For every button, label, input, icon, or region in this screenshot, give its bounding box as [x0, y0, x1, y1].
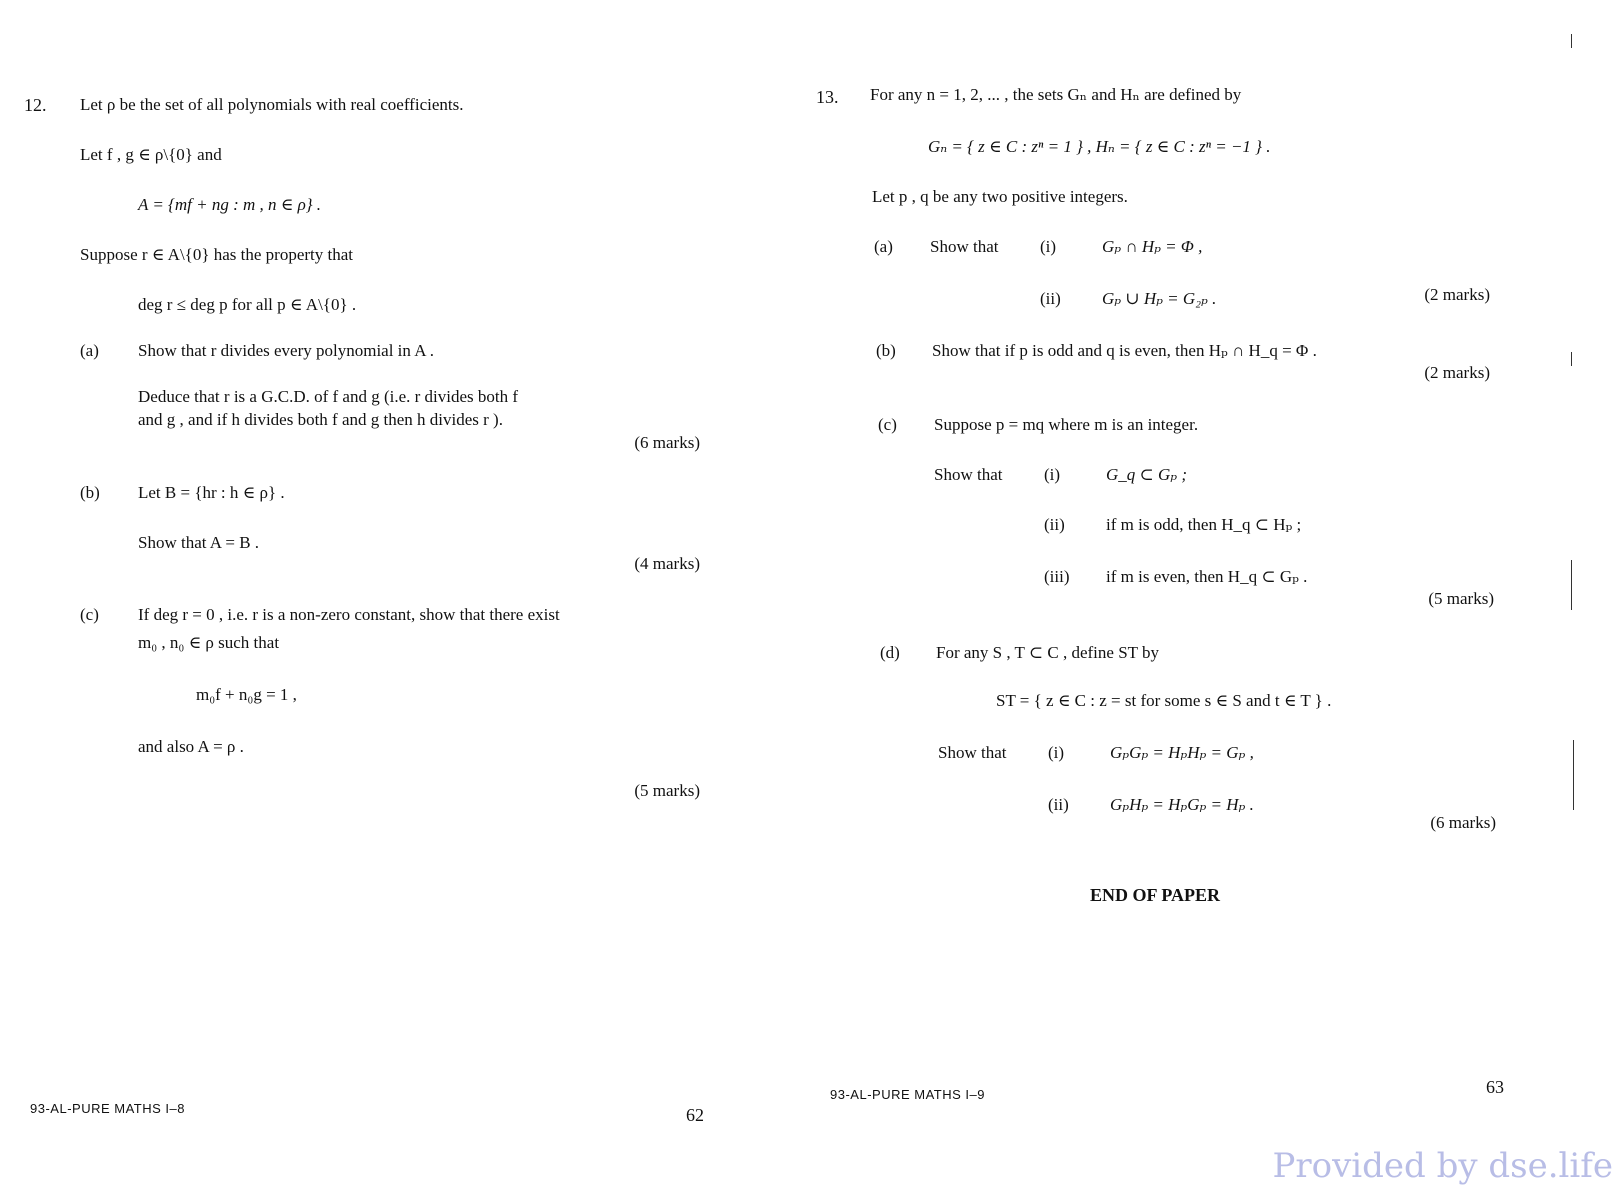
q13-part-a-i-expr: Gₚ ∩ Hₚ = Φ ,	[1102, 237, 1203, 256]
part-a-line2: Deduce that r is a G.C.D. of f and g (i.e. r divides both f	[138, 387, 519, 406]
part-a-line1: Show that r divides every polynomial in A .	[138, 341, 435, 360]
watermark: Provided by dse.life	[1272, 1146, 1613, 1186]
question-12-deg-condition: deg r ≤ deg p for all p ∈ A\{0} .	[138, 295, 357, 314]
scan-edge-mark	[1573, 740, 1574, 810]
part-b-label: (b)	[80, 483, 100, 502]
question-12-intro: Let ρ be the set of all polynomials with real coefficients.	[80, 95, 464, 114]
q13-part-d-definition: ST = { z ∈ C : z = st for some s ∈ S and t ∈ T } .	[996, 691, 1332, 710]
part-c-line2: m₀ , n₀ ∈ ρ such that	[138, 633, 280, 652]
q13-part-d-line1: For any S , T ⊂ C , define ST by	[936, 643, 1159, 662]
question-12-suppose: Suppose r ∈ A\{0} has the property that	[80, 245, 354, 264]
question-13-definitions: Gₙ = { z ∈ C : zⁿ = 1 } , Hₙ = { z ∈ C : zⁿ = −1 } .	[928, 137, 1271, 156]
q13-part-c-iii-expr: if m is even, then H_q ⊂ Gₚ .	[1106, 567, 1308, 586]
question-13-number: 13.	[816, 87, 839, 107]
q13-part-a-ii-expr: Gₚ ∪ Hₚ = G₂ₚ .	[1102, 289, 1217, 308]
part-b-marks: (4 marks)	[634, 554, 700, 573]
right-page	[800, 0, 1621, 1200]
part-c-equation: m₀f + n₀g = 1 ,	[196, 685, 297, 704]
q13-part-a-i-label: (i)	[1040, 237, 1057, 256]
scan-edge-mark	[1571, 352, 1572, 366]
left-page-number: 62	[686, 1105, 704, 1125]
part-c-marks: (5 marks)	[634, 781, 700, 800]
question-12-number: 12.	[24, 95, 47, 115]
right-page-number: 63	[1486, 1077, 1504, 1097]
scan-edge-mark	[1571, 34, 1572, 48]
q13-part-d-ii-label: (ii)	[1048, 795, 1069, 814]
q13-part-c-ii-label: (ii)	[1044, 515, 1065, 534]
q13-part-c-iii-label: (iii)	[1044, 567, 1070, 586]
q13-part-c-line1: Suppose p = mq where m is an integer.	[934, 415, 1199, 434]
q13-part-d-i-label: (i)	[1048, 743, 1065, 762]
q13-part-c-i-expr: G_q ⊂ Gₚ ;	[1106, 465, 1188, 484]
q13-part-d-i-expr: GₚGₚ = HₚHₚ = Gₚ ,	[1110, 743, 1254, 762]
left-page	[0, 0, 800, 1200]
q13-part-b-marks: (2 marks)	[1424, 363, 1490, 382]
q13-part-d-show: Show that	[938, 743, 1007, 762]
q13-part-b-line1: Show that if p is odd and q is even, then Hₚ ∩ H_q = Φ .	[932, 341, 1317, 360]
end-of-paper: END OF PAPER	[1090, 885, 1220, 905]
question-12-let-fg: Let f , g ∈ ρ\{0} and	[80, 145, 222, 164]
q13-part-a-marks: (2 marks)	[1424, 285, 1490, 304]
question-13-let-pq: Let p , q be any two positive integers.	[872, 187, 1128, 206]
left-footer-code: 93-AL-PURE MATHS I–8	[30, 1101, 185, 1116]
part-a-marks: (6 marks)	[634, 433, 700, 452]
part-a-line3: and g , and if h divides both f and g then h divides r ).	[138, 410, 503, 429]
q13-part-b-label: (b)	[876, 341, 896, 360]
q13-part-a-label: (a)	[874, 237, 893, 256]
right-footer-code: 93-AL-PURE MATHS I–9	[830, 1087, 985, 1102]
part-b-line1: Let B = {hr : h ∈ ρ} .	[138, 483, 285, 502]
part-c-line3: and also A = ρ .	[138, 737, 244, 756]
q13-part-c-ii-expr: if m is odd, then H_q ⊂ Hₚ ;	[1106, 515, 1302, 534]
q13-part-a-show: Show that	[930, 237, 999, 256]
q13-part-d-label: (d)	[880, 643, 900, 662]
q13-part-d-ii-expr: GₚHₚ = HₚGₚ = Hₚ .	[1110, 795, 1254, 814]
question-12-def-a: A = {mf + ng : m , n ∈ ρ} .	[138, 195, 322, 214]
q13-part-c-i-label: (i)	[1044, 465, 1061, 484]
part-c-label: (c)	[80, 605, 99, 624]
q13-part-d-marks: (6 marks)	[1430, 813, 1496, 832]
scan-edge-mark	[1571, 560, 1572, 610]
q13-part-c-marks: (5 marks)	[1428, 589, 1494, 608]
part-b-line2: Show that A = B .	[138, 533, 260, 552]
q13-part-c-label: (c)	[878, 415, 897, 434]
q13-part-a-ii-label: (ii)	[1040, 289, 1061, 308]
part-c-line1: If deg r = 0 , i.e. r is a non-zero constant, show that there exist	[138, 605, 560, 624]
question-13-intro: For any n = 1, 2, ... , the sets Gₙ and Hₙ are defined by	[870, 85, 1242, 104]
part-a-label: (a)	[80, 341, 99, 360]
q13-part-c-show: Show that	[934, 465, 1003, 484]
